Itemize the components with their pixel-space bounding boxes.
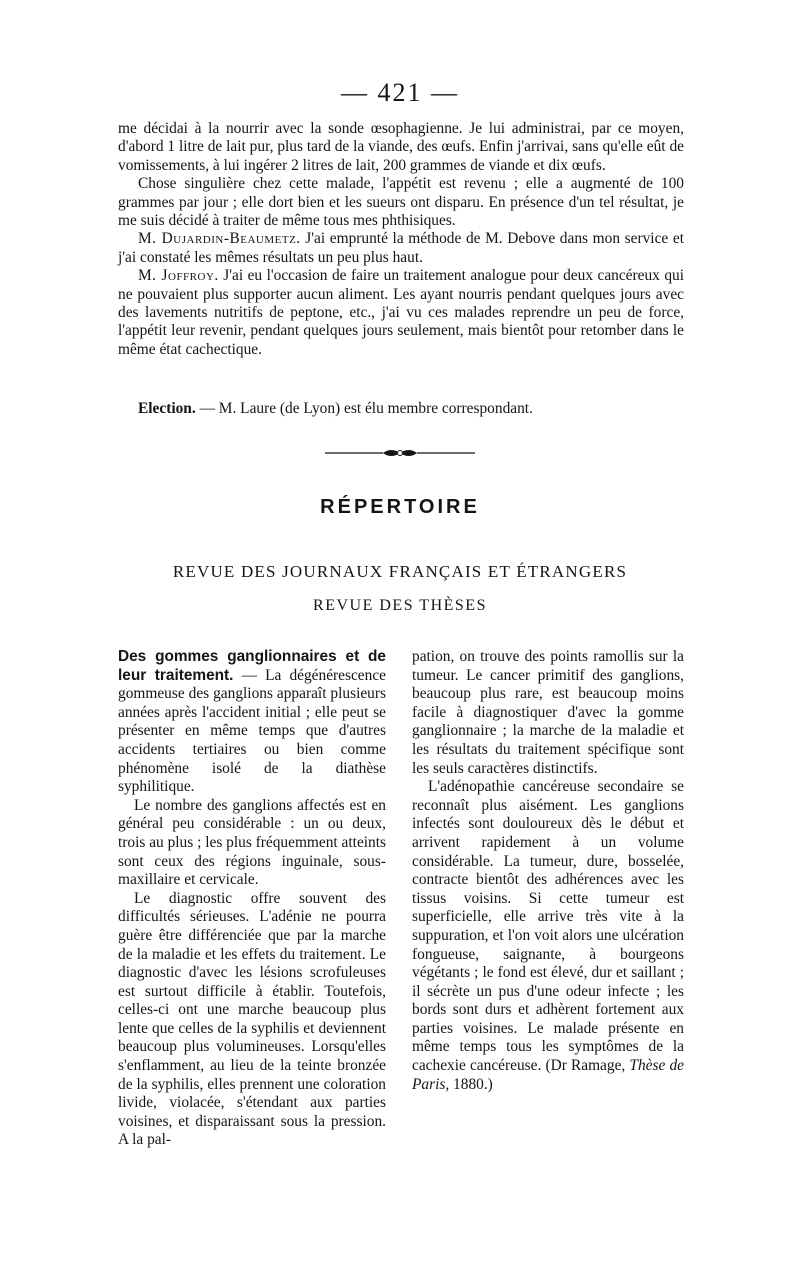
article-title: Des gommes ganglionnaires et de leur traitement.	[118, 648, 386, 684]
article-column-left	[118, 648, 386, 1150]
paragraph: me décidai à la nourrir avec la sonde œsophagienne. Je lui administrai, par ce moyen, d'abord 1 litre de lait pur, plus tard de la viande, des œufs. Enfin j'arrivai, sans qu'elle eût de vomissements, à lui ingérer 2 litres de lait, 200 grammes de viande et dix œufs.	[118, 120, 684, 174]
citation-prefix: (Dr Ramage,	[541, 1057, 630, 1075]
election-label: Election.	[138, 400, 196, 417]
article-paragraph: Le nombre des ganglions affectés est en général peu considérable : un ou deux, trois au plus ; les plus fréquemment atteints sont ceux des régions inguinale, sous-maxillaire et cervicale.	[118, 796, 387, 889]
article-paragraph: Le diagnostic offre souvent des difficultés sérieuses. L'adénie ne pourra guère être différenciée que par la marche de la maladie et les effets du traitement. Le diagnostic d'avec les lésions scrofuleuses est surtout difficile à établir. Toutefois, celles-ci ont une marche beaucoup plus lente que celles de la syphilis et deviennent beaucoup plus volumineuses. Lorsqu'elles s'enflamment, au lieu de la teinte bronzée de la syphilis, elles prennent une coloration livide, violacée, s'étendant aux parties voisines, et disparaissant sous la pression. A la pal-	[118, 889, 386, 1149]
article-text: — La dégénérescence gommeuse des ganglions apparaît plusieurs années après l'accident initial ; elle peut se présenter en même temps que d'autres accidents tertiaires ou bien comme phénomène isolé de la diathèse syphilitique.	[118, 666, 386, 796]
speaker-name: M. Dujardin-Beaumetz.	[138, 230, 301, 248]
citation-title: Thèse de Paris,	[412, 1057, 684, 1093]
speaker-paragraph	[118, 230, 684, 267]
citation-suffix: 1880.)	[449, 1075, 493, 1093]
speaker-name: M. Joffroy.	[138, 267, 219, 285]
article-paragraph	[118, 648, 386, 797]
paragraph: Chose singulière chez cette malade, l'appétit est revenu ; elle a augmenté de 100 grammes par jour ; elle dort bien et les sueurs ont disparu. En présence d'un tel résultat, je me suis décidé à traiter de même tous mes phthisiques.	[118, 175, 684, 230]
article-paragraph	[412, 778, 684, 1094]
speaker-paragraph	[118, 267, 684, 359]
section-heading: RÉPERTOIRE	[320, 496, 480, 518]
review-heading: REVUE DES JOURNAUX FRANÇAIS ET ÉTRANGERS	[172, 562, 628, 581]
speaker-text: J'ai eu l'occasion de faire un traitement analogue pour deux cancéreux qui ne pouvaient plus supporter aucun aliment. Les ayant nourris pendant quelques jours avec des lavements nutritifs de peptone, etc., j'ai vu ces malades reprendre un peu de force, l'appétit leur revenir, pendant quelques jours seulement, mais bientôt pour retomber dans le même état cachectique.	[118, 267, 685, 358]
article-column-right	[412, 648, 684, 1094]
election-notice	[118, 400, 684, 418]
ornament-divider	[325, 446, 475, 460]
discussion-text	[118, 120, 684, 359]
article-paragraph: pation, on trouve des points ramollis sur la tumeur. Le cancer primitif des ganglions, beaucoup plus rare, est beaucoup moins facile à diagnostiquer d'avec la gomme ganglionnaire ; la marche de la maladie et les résultats du traitement spécifique sont les seuls caractères distinctifs.	[412, 648, 684, 777]
subsection-heading: REVUE DES THÈSES	[313, 597, 487, 614]
election-text: — M. Laure (de Lyon) est élu membre correspondant.	[195, 400, 533, 417]
page-number: — 421 —	[341, 78, 459, 107]
article-text: L'adénopathie cancéreuse secondaire se reconnaît plus aisément. Les ganglions infectés sont douloureux dès le début et arrivent rapidement à un volume considérable. La tumeur, dure, bosselée, contracte bientôt des adhérences avec les tissus voisins. Si cette tumeur est superficielle, elle arrive très vite à la suppuration, et l'on voit alors une ulcération fongueuse, saignante, à bourgeons végétants ; le fond est élevé, dur et saillant ; il sécrète un pus d'une odeur infecte ; les bords sont durs et adhèrent fortement aux parties voisines. Le malade présente en même temps tous les symptômes de la cachexie cancéreuse.	[412, 778, 684, 1075]
speaker-text: J'ai emprunté la méthode de M. Debove dans mon service et j'ai constaté les mêmes résultats un peu plus haut.	[118, 230, 684, 266]
